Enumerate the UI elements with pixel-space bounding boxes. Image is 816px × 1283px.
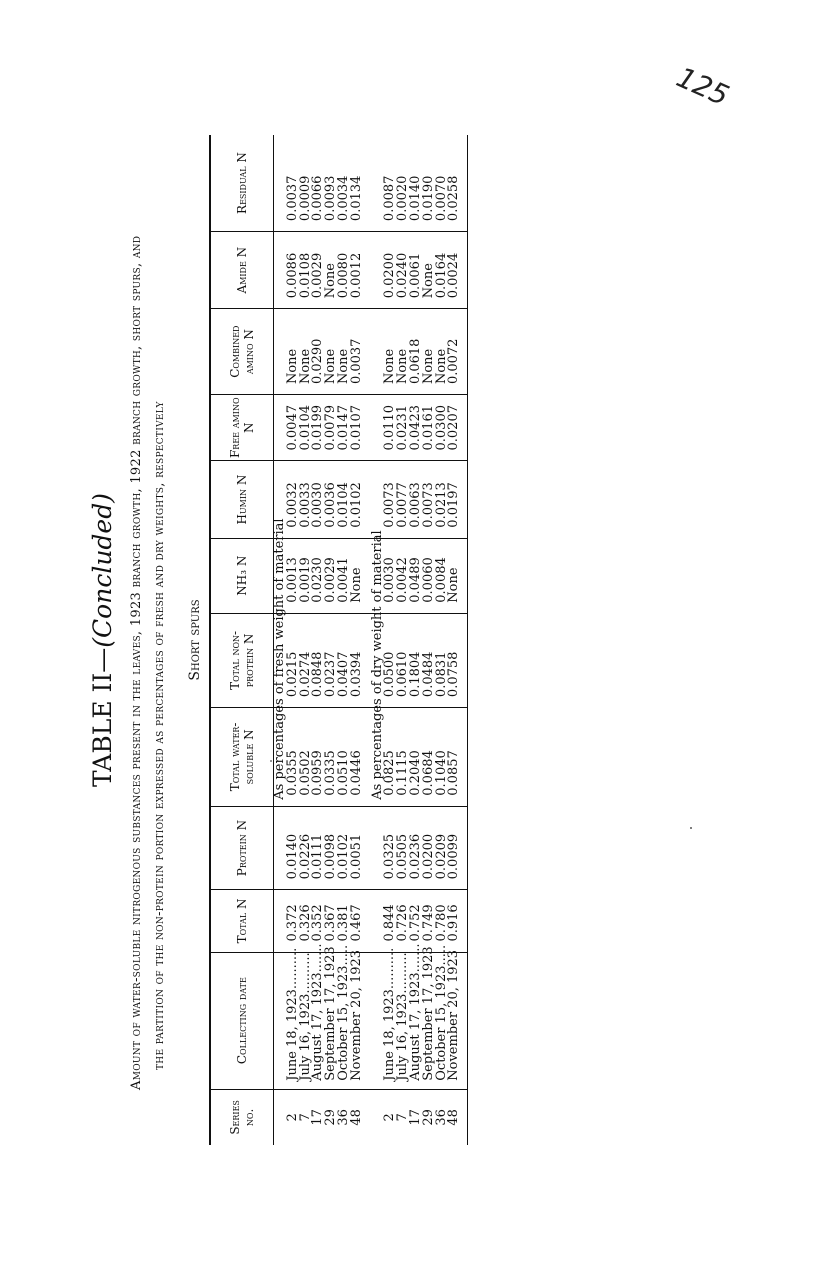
water-soluble-n-cell: 0.0335 [325, 708, 338, 807]
nh3-n-cell: 0.0013 [287, 538, 300, 613]
residual-n-cell: 0.0020 [397, 135, 410, 232]
header-combined-amino-n: Combined amino N [210, 309, 274, 395]
total-n-cell: 0.352 [312, 890, 325, 952]
free-amino-n-cell: 0.0207 [448, 395, 461, 461]
amide-n-cell: 0.0108 [300, 232, 313, 309]
series-cell: 29 [420, 1109, 436, 1126]
nh3-n-cell: 0.0042 [397, 538, 410, 613]
humin-n-cell: 0.0030 [312, 461, 325, 538]
description-line-2: the partition of the non-protein portion expressed as percentages of fresh and dry weights, respectively [152, 401, 167, 1070]
series-cell: 2 [284, 1113, 300, 1122]
free-amino-n-cell: 0.0300 [436, 395, 449, 461]
date-cell: September 17, 1923 [325, 952, 338, 1089]
humin-n-cell: 0.0104 [338, 461, 351, 538]
residual-n-cell: 0.0087 [384, 135, 397, 232]
residual-n-cell: 0.0134 [351, 135, 364, 232]
nh3-n-cell: 0.0230 [312, 538, 325, 613]
spacer-cell [364, 1089, 372, 1145]
header-non-protein-n: Total non-protein N [210, 613, 274, 707]
free-amino-n-cell: 0.0199 [312, 395, 325, 461]
non-protein-n-cell: 0.0407 [338, 613, 351, 707]
humin-n-cell: 0.0197 [448, 461, 461, 538]
protein-n-cell: 0.0505 [397, 806, 410, 890]
spacer-cell [364, 395, 372, 461]
non-protein-n-cell: 0.1804 [410, 613, 423, 707]
table-title-suffix: (Concluded) [88, 493, 117, 648]
data-table [209, 135, 468, 1145]
nh3-n-cell: None [351, 538, 364, 613]
water-soluble-n-cell: 0.0502 [300, 708, 313, 807]
non-protein-n-cell: 0.0758 [448, 613, 461, 707]
date-cell: October 15, 1923..... [436, 952, 449, 1089]
non-protein-n-cell: 0.0500 [384, 613, 397, 707]
description-line-1: Amount of water-soluble nitrogenous substances present in the leaves, 1923 branch growth, 1922 branch growth, short spurs, and [129, 235, 144, 1090]
header-amide-n: Amide N [210, 232, 274, 309]
residual-n-cell: 0.0034 [338, 135, 351, 232]
residual-n-cell: 0.0190 [423, 135, 436, 232]
series-cell: 36 [433, 1109, 449, 1126]
spacer-cell [461, 708, 468, 807]
total-n-cell: 0.752 [410, 890, 423, 952]
label-row-cell [272, 518, 287, 807]
spacer-cell [461, 952, 468, 1089]
humin-n-cell: 0.0036 [325, 461, 338, 538]
spacer-cell [364, 135, 372, 232]
amide-n-cell: None [325, 232, 338, 309]
date-cell: November 20, 1923 [351, 952, 364, 1089]
protein-n-cell: 0.0111 [312, 806, 325, 890]
total-n-cell: 0.326 [300, 890, 313, 952]
amide-n-cell: 0.0080 [338, 232, 351, 309]
spacer-row [461, 135, 468, 1145]
water-soluble-n-cell: 0.0510 [338, 708, 351, 807]
protein-n-cell: 0.0102 [338, 806, 351, 890]
water-soluble-n-cell: 0.2040 [410, 708, 423, 807]
page-number: 125 [671, 60, 734, 113]
amide-n-cell: 0.0086 [287, 232, 300, 309]
spacer-cell [461, 461, 468, 538]
spacer-cell [364, 461, 372, 538]
total-n-cell: 0.372 [287, 890, 300, 952]
spacer-cell [461, 232, 468, 309]
spacer-cell [461, 613, 468, 707]
nh3-n-cell: None [448, 538, 461, 613]
amide-n-cell: 0.0200 [384, 232, 397, 309]
protein-n-cell: 0.0325 [384, 806, 397, 890]
water-soluble-n-cell: 0.0825 [384, 708, 397, 807]
nh3-n-cell: 0.0030 [384, 538, 397, 613]
amide-n-cell: 0.0240 [397, 232, 410, 309]
non-protein-n-cell: 0.0274 [300, 613, 313, 707]
header-nh3-n: NH₃ N [210, 538, 274, 613]
series-cell: 17 [407, 1109, 423, 1126]
total-n-cell: 0.726 [397, 890, 410, 952]
combined-amino-n-cell: None [300, 309, 313, 395]
spacer-cell [364, 232, 372, 309]
free-amino-n-cell: 0.0147 [338, 395, 351, 461]
spacer-cell [461, 135, 468, 232]
water-soluble-n-cell: 0.0684 [423, 708, 436, 807]
date-cell: June 18, 1923.......... [384, 952, 397, 1089]
spacer-cell [461, 395, 468, 461]
protein-n-cell: 0.0140 [287, 806, 300, 890]
humin-n-cell: 0.0032 [287, 461, 300, 538]
date-cell: August 17, 1923....... [410, 952, 423, 1089]
free-amino-n-cell: 0.0107 [351, 395, 364, 461]
total-n-cell: 0.916 [448, 890, 461, 952]
amide-n-cell: 0.0164 [436, 232, 449, 309]
humin-n-cell: 0.0033 [300, 461, 313, 538]
protein-n-cell: 0.0209 [436, 806, 449, 890]
combined-amino-n-cell: None [287, 309, 300, 395]
spacer-cell [461, 538, 468, 613]
amide-n-cell: 0.0029 [312, 232, 325, 309]
protein-n-cell: 0.0098 [325, 806, 338, 890]
total-n-cell: 0.381 [338, 890, 351, 952]
water-soluble-n-cell: 0.0959 [312, 708, 325, 807]
total-n-cell: 0.367 [325, 890, 338, 952]
table-description [125, 190, 171, 1090]
percentage-basis-label: As percentages of fresh weight of material [272, 518, 287, 800]
date-cell: July 16, 1923.......... [300, 952, 313, 1089]
non-protein-n-cell: 0.0215 [287, 613, 300, 707]
residual-n-cell: 0.0070 [436, 135, 449, 232]
table-body [274, 135, 468, 1145]
spacer-cell [461, 1089, 468, 1145]
header-protein-n: Protein N [210, 806, 274, 890]
spacer-cell [461, 890, 468, 952]
protein-n-cell: 0.0226 [300, 806, 313, 890]
residual-n-cell: 0.0093 [325, 135, 338, 232]
combined-amino-n-cell: None [436, 309, 449, 395]
protein-n-cell: 0.0051 [351, 806, 364, 890]
nh3-n-cell: 0.0019 [300, 538, 313, 613]
date-cell: November 20, 1923 [448, 952, 461, 1089]
nh3-n-cell: 0.0084 [436, 538, 449, 613]
water-soluble-n-cell: 0.0446 [351, 708, 364, 807]
free-amino-n-cell: 0.0104 [300, 395, 313, 461]
free-amino-n-cell: 0.0047 [287, 395, 300, 461]
header-residual-n: Residual N [210, 135, 274, 232]
date-cell: July 16, 1923.......... [397, 952, 410, 1089]
combined-amino-n-cell: None [397, 309, 410, 395]
amide-n-cell: 0.0024 [448, 232, 461, 309]
non-protein-n-cell: 0.0848 [312, 613, 325, 707]
residual-n-cell: 0.0140 [410, 135, 423, 232]
table-caption [88, 135, 203, 1145]
non-protein-n-cell: 0.0394 [351, 613, 364, 707]
non-protein-n-cell: 0.0484 [423, 613, 436, 707]
water-soluble-n-cell: 0.0857 [448, 708, 461, 807]
combined-amino-n-cell: 0.0072 [448, 309, 461, 395]
percentage-basis-label: As percentages of dry weight of material [369, 530, 385, 800]
combined-amino-n-cell: None [384, 309, 397, 395]
total-n-cell: 0.844 [384, 890, 397, 952]
spacer-cell [364, 806, 372, 890]
spacer-cell [461, 806, 468, 890]
total-n-cell: 0.780 [436, 890, 449, 952]
water-soluble-n-cell: 0.0355 [287, 708, 300, 807]
nh3-n-cell: 0.0041 [338, 538, 351, 613]
total-n-cell: 0.467 [351, 890, 364, 952]
series-cell: 48 [348, 1109, 364, 1126]
combined-amino-n-cell: None [325, 309, 338, 395]
water-soluble-n-cell: 0.1040 [436, 708, 449, 807]
table-title-main: TABLE II— [88, 647, 117, 787]
spacer-cell [461, 309, 468, 395]
non-protein-n-cell: 0.0237 [325, 613, 338, 707]
combined-amino-n-cell: 0.0037 [351, 309, 364, 395]
humin-n-cell: 0.0213 [436, 461, 449, 538]
residual-n-cell: 0.0037 [287, 135, 300, 232]
table-title [88, 135, 117, 1145]
free-amino-n-cell: 0.0423 [410, 395, 423, 461]
humin-n-cell: 0.0102 [351, 461, 364, 538]
humin-n-cell: 0.0077 [397, 461, 410, 538]
water-soluble-n-cell: 0.1115 [397, 708, 410, 807]
humin-n-cell: 0.0073 [384, 461, 397, 538]
non-protein-n-cell: 0.0610 [397, 613, 410, 707]
series-cell: 7 [297, 1113, 313, 1122]
free-amino-n-cell: 0.0110 [384, 395, 397, 461]
date-cell: August 17, 1923....... [312, 952, 325, 1089]
table-subtitle: Short spurs [187, 599, 203, 681]
total-n-cell: 0.749 [423, 890, 436, 952]
combined-amino-n-cell: 0.0618 [410, 309, 423, 395]
series-cell: 48 [446, 1109, 462, 1126]
table-row [448, 135, 461, 1145]
humin-n-cell: 0.0073 [423, 461, 436, 538]
residual-n-cell: 0.0066 [312, 135, 325, 232]
free-amino-n-cell: 0.0079 [325, 395, 338, 461]
series-cell: 29 [323, 1109, 339, 1126]
non-protein-n-cell: 0.0831 [436, 613, 449, 707]
protein-n-cell: 0.0200 [423, 806, 436, 890]
date-cell: September 17, 1923 [423, 952, 436, 1089]
header-total-n: Total N [210, 890, 274, 952]
combined-amino-n-cell: 0.0290 [312, 309, 325, 395]
series-cell: 7 [395, 1113, 411, 1122]
label-row-cell [369, 530, 385, 807]
date-cell: October 15, 1923..... [338, 952, 351, 1089]
free-amino-n-cell: 0.0231 [397, 395, 410, 461]
residual-n-cell: 0.0258 [448, 135, 461, 232]
protein-n-cell: 0.0099 [448, 806, 461, 890]
series-cell: 36 [335, 1109, 351, 1126]
header-series: Series no. [210, 1089, 274, 1145]
date-cell: June 18, 1923.......... [287, 952, 300, 1089]
series-cell: 2 [382, 1113, 398, 1122]
spacer-cell [364, 309, 372, 395]
header-date: Collecting date [210, 952, 274, 1089]
header-humin-n: Humin N [210, 461, 274, 538]
rotated-table-block [88, 135, 728, 1145]
amide-n-cell: 0.0012 [351, 232, 364, 309]
amide-n-cell: 0.0061 [410, 232, 423, 309]
protein-n-cell: 0.0236 [410, 806, 423, 890]
header-water-soluble-n: Total water-soluble N [210, 708, 274, 807]
table-row [351, 135, 364, 1145]
residual-n-cell: 0.0009 [300, 135, 313, 232]
nh3-n-cell: 0.0029 [325, 538, 338, 613]
free-amino-n-cell: 0.0161 [423, 395, 436, 461]
amide-n-cell: None [423, 232, 436, 309]
combined-amino-n-cell: None [338, 309, 351, 395]
header-row [210, 135, 274, 1145]
nh3-n-cell: 0.0489 [410, 538, 423, 613]
spacer-cell [364, 952, 372, 1089]
header-free-amino-n: Free amino N [210, 395, 274, 461]
nh3-n-cell: 0.0060 [423, 538, 436, 613]
humin-n-cell: 0.0063 [410, 461, 423, 538]
spacer-cell [364, 890, 372, 952]
combined-amino-n-cell: None [423, 309, 436, 395]
series-cell: 17 [310, 1109, 326, 1126]
